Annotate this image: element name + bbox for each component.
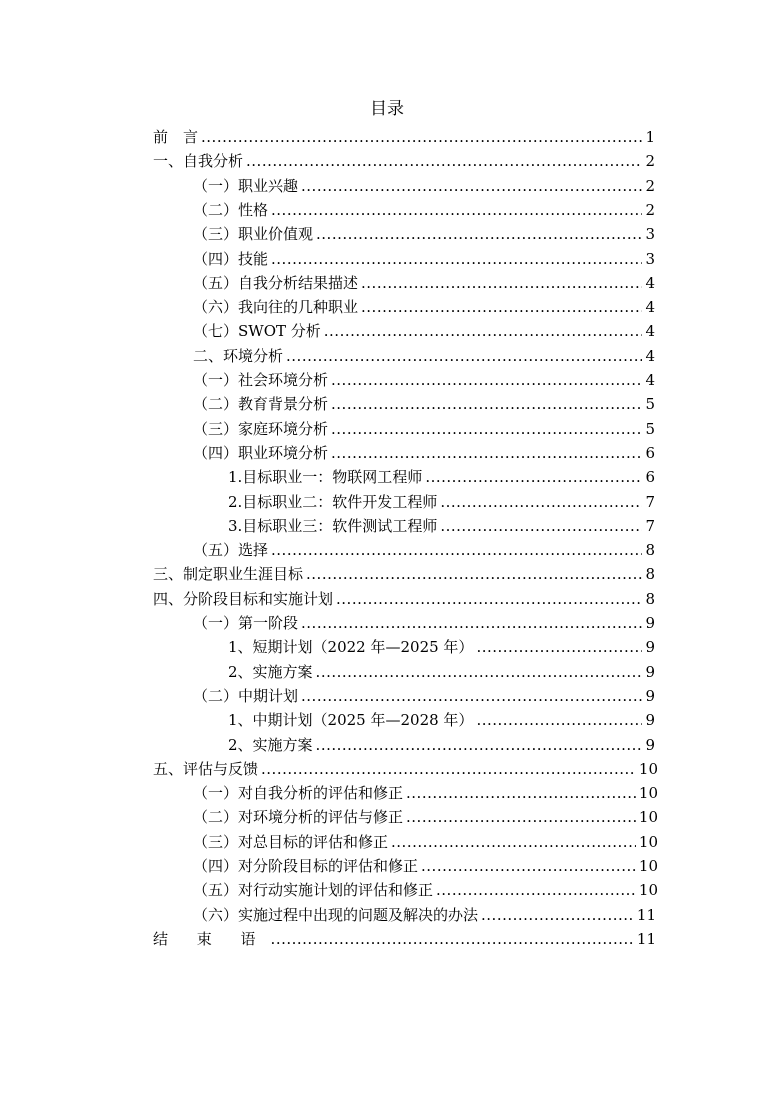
toc-entry[interactable]: [193, 268, 655, 292]
toc-entry-label: 1.目标职业一：物联网工程师: [228, 468, 423, 487]
toc-entry-label: 五、评估与反馈: [153, 759, 259, 778]
toc-entry-page: 11: [636, 905, 656, 924]
toc-entry-label: （一）职业兴趣: [193, 176, 299, 195]
toc-entry-page: 5: [645, 419, 655, 438]
toc-leader-dots: [331, 420, 642, 438]
toc-entry-label: （三）家庭环境分析: [193, 419, 329, 438]
toc-entry-page: 6: [645, 443, 655, 462]
toc-entry-page: 4: [645, 346, 655, 365]
toc-entry[interactable]: [193, 535, 655, 559]
toc-leader-dots: [361, 274, 642, 292]
toc-entry-page: 10: [638, 881, 658, 900]
toc-entry-page: 9: [645, 614, 655, 632]
toc-leader-dots: [201, 128, 642, 146]
toc-entry-label: （一）第一阶段: [193, 614, 299, 632]
toc-entry-label: 二、环境分析: [193, 346, 284, 365]
toc-entry-label: （五）对行动实施计划的评估和修正: [193, 881, 434, 900]
toc-entry-label: （五）自我分析结果描述: [193, 273, 359, 292]
toc-entry[interactable]: [193, 389, 655, 413]
toc-entry-page: 10: [638, 759, 658, 778]
toc-entry[interactable]: [193, 802, 658, 826]
toc-leader-dots: [324, 322, 642, 340]
toc-entry[interactable]: [153, 754, 658, 778]
toc-title: 目录: [370, 99, 404, 119]
toc-leader-dots: [286, 347, 642, 365]
toc-entry-page: 1: [645, 128, 655, 146]
toc-entry[interactable]: [193, 292, 655, 316]
toc-entry-page: 4: [645, 322, 655, 341]
toc-leader-dots: [331, 444, 642, 462]
toc-entry-page: 3: [645, 225, 655, 244]
toc-leader-dots: [336, 590, 642, 608]
toc-leader-dots: [361, 298, 642, 316]
toc-entry-label: （二）对环境分析的评估与修正: [193, 808, 404, 827]
toc-entry-label: 2、实施方案: [228, 735, 313, 754]
toc-entry[interactable]: [193, 341, 655, 365]
toc-entry-page: 9: [645, 711, 655, 730]
toc-entry-label: （一）社会环境分析: [193, 371, 329, 389]
toc-entry-page: 7: [645, 492, 655, 511]
toc-entry-label: （六）我向往的几种职业: [193, 298, 359, 317]
toc-entry-page: 6: [645, 468, 655, 487]
toc-leader-dots: [271, 541, 642, 559]
toc-entry-page: 9: [645, 638, 655, 657]
toc-entry[interactable]: [153, 584, 655, 608]
toc-entry-label: （二）教育背景分析: [193, 395, 329, 414]
toc-leader-dots: [440, 517, 642, 535]
toc-entry-label: 四、分阶段目标和实施计划: [153, 589, 334, 608]
toc-leader-dots: [316, 736, 642, 754]
toc-entry-label: 2、实施方案: [228, 662, 313, 681]
toc-leader-dots: [391, 833, 636, 851]
toc-leader-dots: [306, 565, 642, 583]
toc-leader-dots: [316, 225, 642, 243]
toc-leader-dots: [440, 493, 642, 511]
toc-entry[interactable]: [193, 438, 655, 462]
toc-entry-label: 一、自我分析: [153, 152, 244, 171]
toc-entry[interactable]: [228, 511, 655, 535]
toc-entry-page: 8: [645, 589, 655, 608]
toc-entry-label: 3.目标职业三：软件测试工程师: [228, 516, 438, 535]
toc-leader-dots: [246, 152, 642, 170]
toc-leader-dots: [271, 201, 642, 219]
toc-leader-dots: [271, 930, 634, 948]
toc-entry[interactable]: [193, 316, 655, 340]
toc-entry-page: 4: [645, 298, 655, 317]
toc-entry-page: 8: [645, 541, 655, 560]
toc-entry-label: （二）中期计划: [193, 686, 299, 705]
toc-entry[interactable]: [193, 681, 655, 705]
toc-entry[interactable]: [228, 632, 655, 656]
toc-entry-page: 4: [645, 371, 655, 389]
toc-entry-page: 10: [638, 808, 658, 827]
toc-leader-dots: [301, 687, 642, 705]
toc-leader-dots: [331, 371, 642, 389]
toc-leader-dots: [331, 395, 642, 413]
toc-entry-label: （三）对总目标的评估和修正: [193, 832, 389, 851]
toc-leader-dots: [436, 881, 636, 899]
toc-entry[interactable]: [193, 608, 655, 632]
toc-entry[interactable]: [153, 559, 655, 583]
toc-entry[interactable]: [193, 171, 655, 195]
toc-entry-page: 10: [638, 857, 658, 875]
toc-leader-dots: [406, 808, 636, 826]
toc-entry-label: 1、中期计划（2025 年—2028 年）: [228, 711, 474, 730]
toc-entry[interactable]: [193, 827, 658, 851]
toc-entry-page: 5: [645, 395, 655, 414]
toc-entry[interactable]: [228, 705, 655, 729]
toc-entry-page: 11: [636, 929, 656, 948]
toc-entry-label: （六）实施过程中出现的问题及解决的办法: [193, 905, 479, 924]
toc-entry[interactable]: [153, 924, 656, 948]
toc-leader-dots: [301, 614, 642, 632]
toc-entry-page: 2: [645, 152, 655, 171]
toc-entry[interactable]: [193, 851, 658, 875]
toc-leader-dots: [261, 760, 636, 778]
toc-entry[interactable]: [228, 487, 655, 511]
toc-leader-dots: [316, 663, 642, 681]
toc-leader-dots: [271, 250, 642, 268]
toc-entry-label: 三、制定职业生涯目标: [153, 565, 304, 584]
toc-leader-dots: [301, 177, 642, 195]
toc-entry-label: 结 束 语: [153, 929, 268, 948]
toc-entry-page: 9: [645, 686, 655, 705]
toc-entry[interactable]: [193, 414, 655, 438]
toc-entry-page: 9: [645, 662, 655, 681]
toc-entry-label: （三）职业价值观: [193, 225, 314, 244]
toc-entry-label: 前 言: [153, 128, 199, 146]
toc-entry[interactable]: [228, 657, 655, 681]
toc-entry-label: 1、短期计划（2022 年—2025 年）: [228, 638, 474, 657]
toc-entry[interactable]: [193, 195, 655, 219]
toc-entry[interactable]: [153, 122, 655, 146]
toc-entry[interactable]: [228, 462, 655, 486]
toc-leader-dots: [476, 711, 642, 729]
toc-entry-label: （一）对自我分析的评估和修正: [193, 784, 404, 803]
toc-entry[interactable]: [228, 730, 655, 754]
toc-entry-label: 2.目标职业二：软件开发工程师: [228, 492, 438, 511]
toc-entry-page: 2: [645, 176, 655, 195]
toc-entry-page: 9: [645, 735, 655, 754]
toc-leader-dots: [425, 468, 642, 486]
toc-entry-page: 4: [645, 273, 655, 292]
toc-leader-dots: [481, 906, 634, 924]
toc-entry-label: （四）技能: [193, 249, 269, 268]
toc-entry[interactable]: [193, 219, 655, 243]
toc-entry-page: 7: [645, 516, 655, 535]
toc-entry-page: 10: [638, 832, 658, 851]
toc-entry[interactable]: [193, 778, 658, 802]
toc-entry-page: 3: [645, 249, 655, 268]
toc-entry-label: （七）SWOT 分析: [193, 322, 321, 341]
toc-leader-dots: [476, 638, 642, 656]
toc-entry-page: 8: [645, 565, 655, 584]
toc-entry-label: （四）对分阶段目标的评估和修正: [193, 857, 419, 875]
toc-entry[interactable]: [193, 244, 655, 268]
toc-leader-dots: [406, 784, 636, 802]
toc-entry-label: （二）性格: [193, 200, 269, 219]
toc-entry[interactable]: [193, 365, 655, 389]
toc-entry[interactable]: [193, 875, 658, 899]
toc-entry-label: （五）选择: [193, 541, 269, 560]
toc-entry-label: （四）职业环境分析: [193, 443, 329, 462]
toc-entry[interactable]: [153, 146, 655, 170]
toc-leader-dots: [421, 857, 636, 875]
toc-entry-page: 10: [638, 784, 658, 803]
toc-entry-page: 2: [645, 200, 655, 219]
toc-entry[interactable]: [193, 900, 656, 924]
